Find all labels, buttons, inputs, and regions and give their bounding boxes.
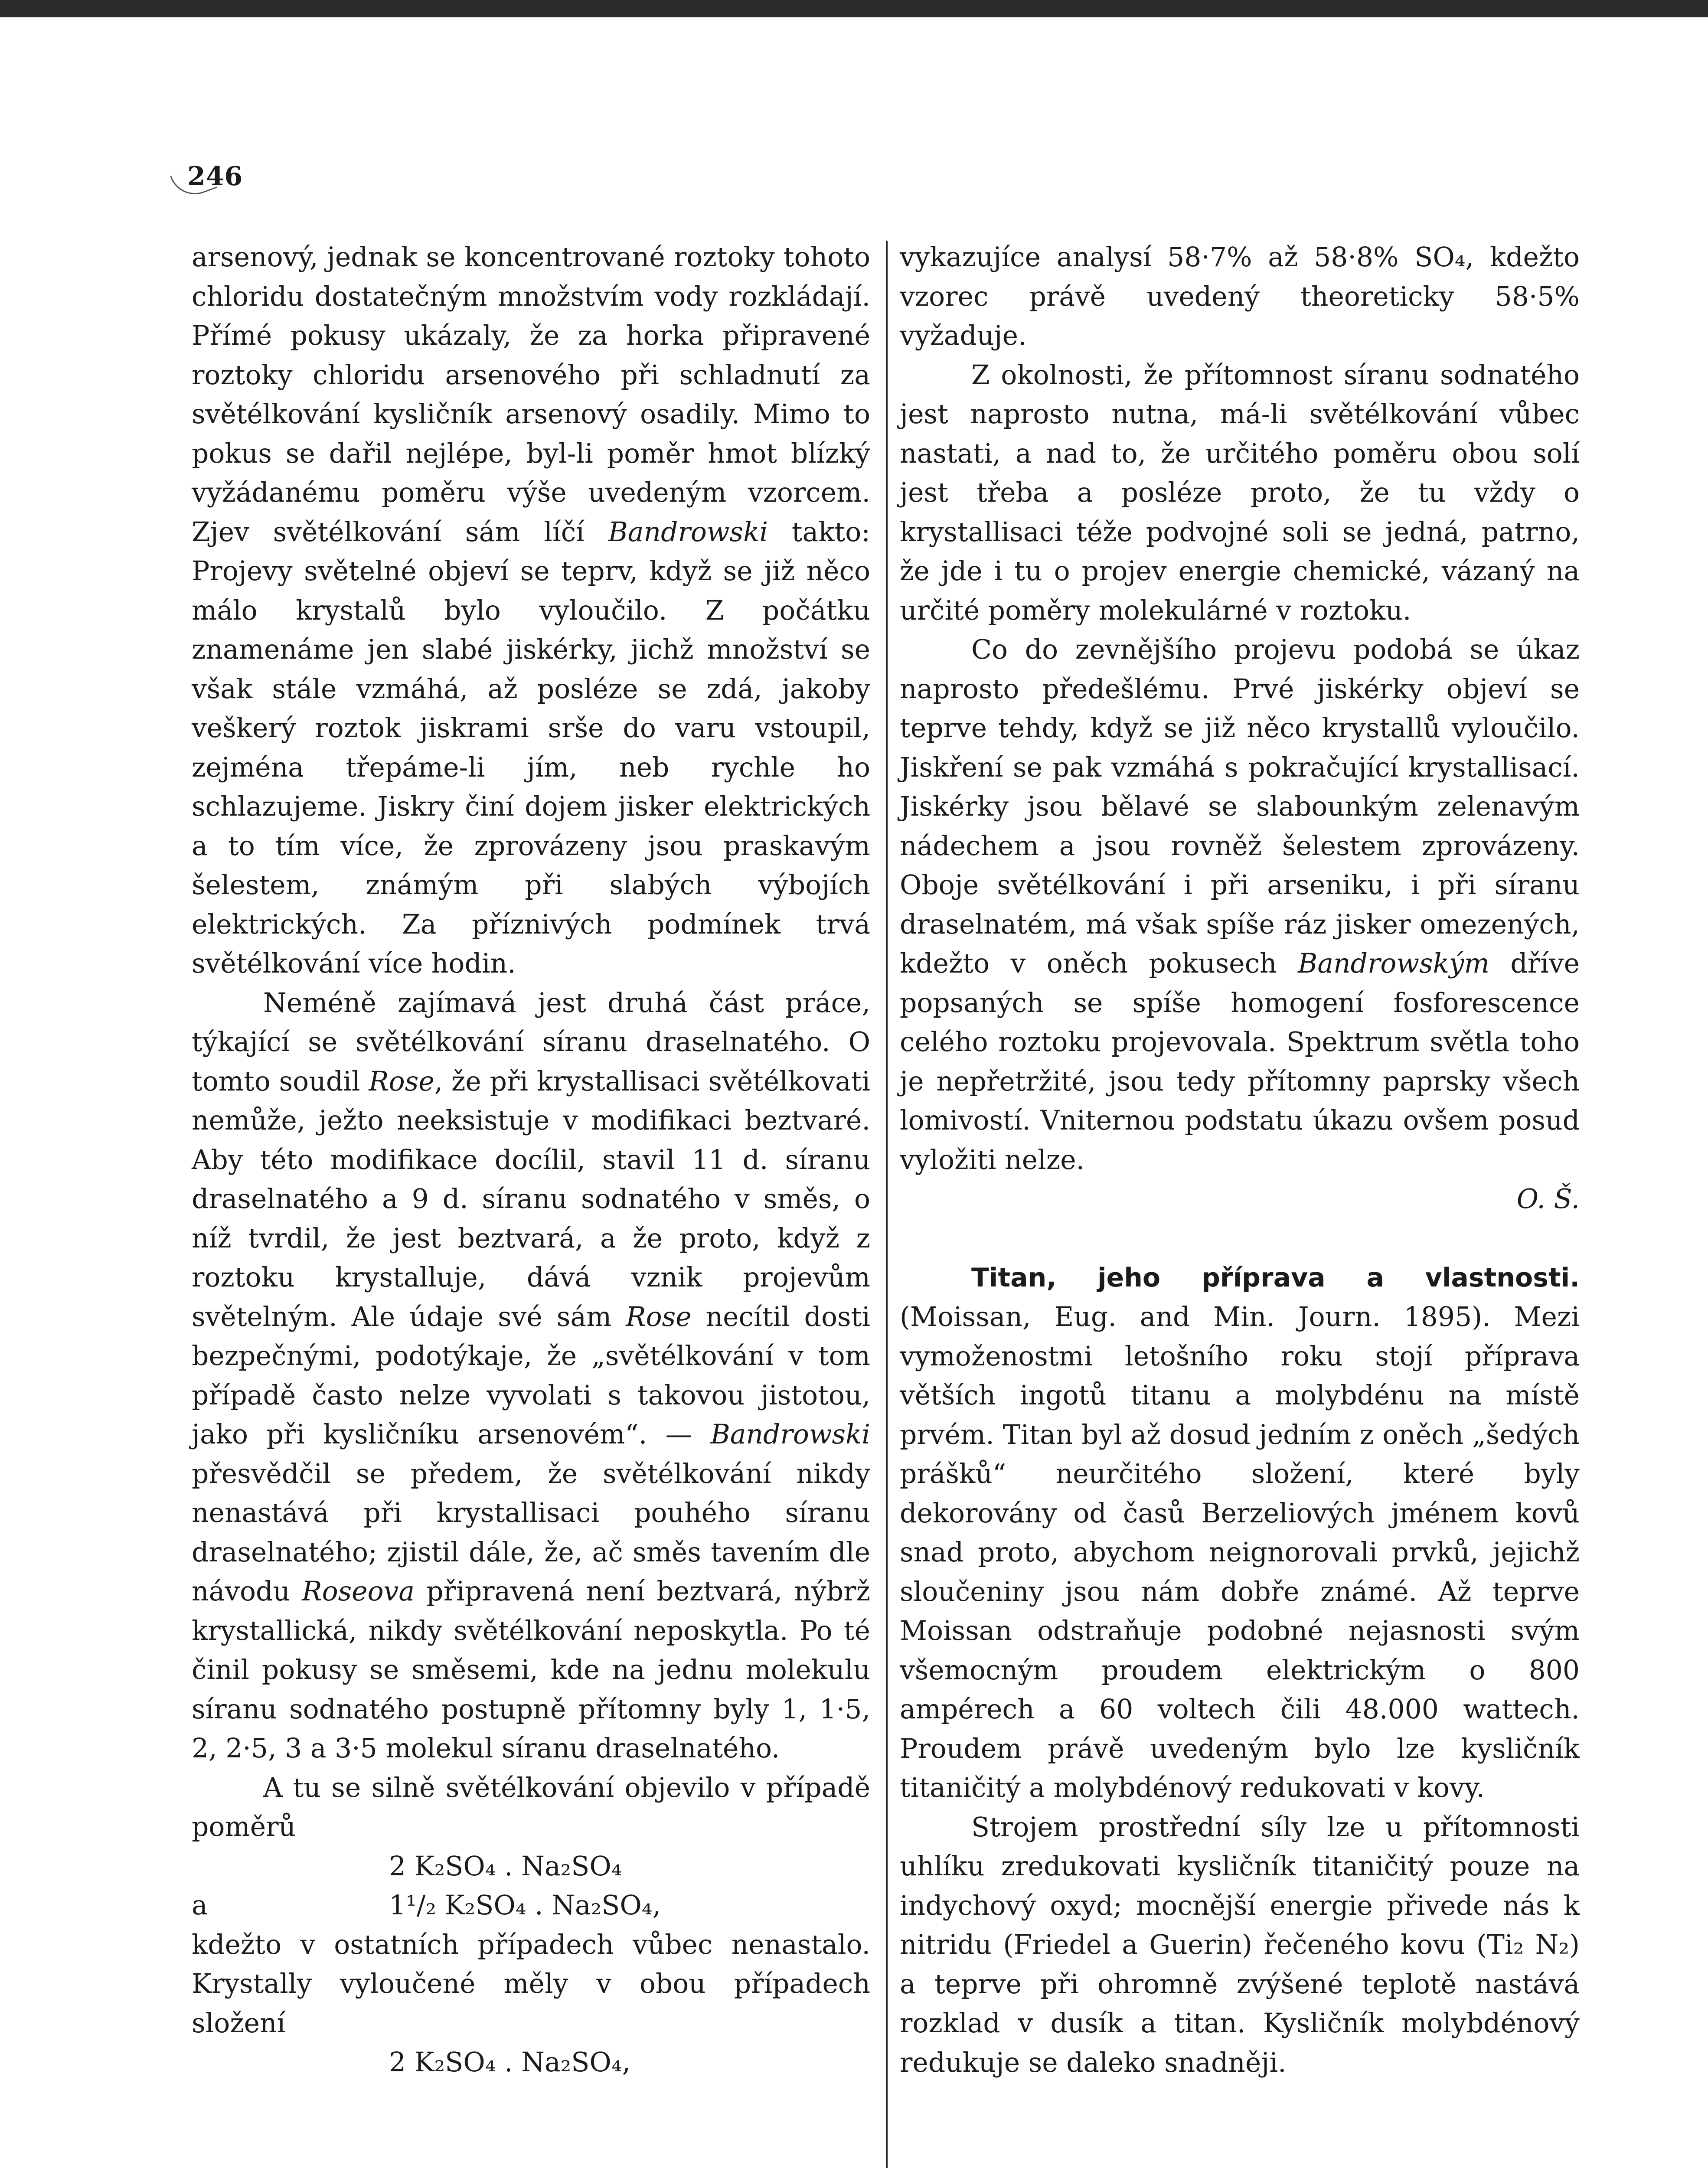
column-divider — [886, 241, 888, 2168]
section-title: Titan, jeho příprava a vlastnosti. — [971, 1262, 1580, 1293]
author-name: Bandrowski — [710, 1419, 870, 1450]
right-paragraph-3: Co do zevnějšího projevu podobá se úkaz naprosto předešlému. Prvé jiskérky objeví se teprve tehdy, když se již něco krystallů vyloučilo. Jiskření se pak vzmáhá s pokračující krystallisací. Jiskérky jsou bělavé se slabounkým zelenavým nádechem a jsou rovněž šelestem zprovázeny. Oboje světélkování i při arseniku, i při síranu draselnatém, má však spíše ráz jisker omezených, kdežto v oněch pokusech Bandrowským dříve popsaných se spíše homogení fosforescence celého roztoku projevovala. Spektrum světla toho je nepřetržité, jsou tedy přítomny paprsky všech lomivostí. Vniternou podstatu úkazu ovšem posud vyložiti nelze. O. Š. — [900, 630, 1580, 1219]
scan-top-edge — [0, 0, 1708, 17]
author-signature: O. Š. — [1516, 1183, 1580, 1215]
author-name: Rose — [369, 1065, 434, 1097]
right-paragraph-2: Z okolnosti, že přítomnost síranu sodnatého jest naprosto nutna, má-li světélkování vůbec nastati, a nad to, že určitého poměru obou solí jest třeba a posléze proto, že tu vždy o krystallisaci téže podvojné soli se jedná, patrno, že jde i tu o projev energie chemické, vázaný na určité poměry molekulárné v roztoku. — [900, 359, 1580, 626]
left-paragraph-4: kdežto v ostatních případech vůbec nenastalo. Krystally vyloučené měly v obou případech složení — [192, 1929, 870, 2039]
formula-3: 2 K₂SO₄ . Na₂SO₄, — [389, 2047, 631, 2078]
author-name: Rose — [626, 1301, 692, 1332]
formula-2: a 1¹/₂ K₂SO₄ . Na₂SO₄, — [192, 1890, 661, 1921]
right-column — [900, 238, 1580, 2082]
formula-1: 2 K₂SO₄ . Na₂SO₄ — [389, 1850, 622, 1882]
right-paragraph-5: Strojem prostřední síly lze u přítomnosti uhlíku zredukovati kysličník titaničitý pouze na indychový oxyd; mocnější energie přivede nás k nitridu (Friedel a Guerin) řečeného kovu (Ti₂ N₂) a teprve při ohromně zvýšené teplotě nastává rozklad v dusík a titan. Kysličník molybdénový redukuje se daleko snadněji. — [900, 1811, 1580, 2078]
titan-article: Titan, jeho příprava a vlastnosti. (Moissan, Eug. and Min. Journ. 1895). Mezi vymoženostmi letošního roku stojí příprava větších ingotů titanu a molybdénu na místě prvém. Titan byl až dosud jedním z oněch „šedých prášků“ neurčitého složení, které byly dekorovány od časů Berzeliových jménem kovů snad proto, abychom neignorovali prvků, jejichž sloučeniny jsou nám dobře známé. Až teprve Moissan odstraňuje podobné nejasnosti svým všemocným proudem elektrickým o 800 ampérech a 60 voltech čili 48.000 wattech. Proudem právě uvedeným bylo lze kysličník titaničitý a molybdénový redukovati v kovy. — [900, 1262, 1580, 1803]
left-paragraph-3: A tu se silně světélkování objevilo v případě poměrů — [192, 1772, 870, 1842]
left-paragraph-2: Neméně zajímavá jest druhá část práce, týkající se světélkování síranu draselnatého. O tomto soudil Rose, že při krystallisaci světélkovati nemůže, ježto neeksistuje v modifikaci beztvaré. Aby této modifikace docílil, stavil 11 d. síranu draselnatého a 9 d. síranu sodnatého v směs, o níž tvrdil, že jest beztvará, a že proto, když z roztoku krystalluje, dává vznik projevům světelným. Ale údaje své sám Rose necítil dosti bezpečnými, podotýkaje, že „světélkování v tom případě často nelze vyvolati s takovou jistotou, jako při kysličníku arsenovém“. — Bandrowski přesvědčil se předem, že světélkování nikdy nenastává při krystallisaci pouhého síranu draselnatého; zjistil dále, že, ač směs tavením dle návodu Roseova připravená není beztvará, nýbrž krystallická, nikdy světélkování neposkytla. Po té činil pokusy se směsemi, kde na jednu molekulu síranu sodnatého postupně přítomny byly 1, 1·5, 2, 2·5, 3 a 3·5 molekul síranu draselnatého. — [192, 987, 870, 1764]
right-paragraph-1: vykazujíce analysí 58·7% až 58·8% SO₄, kdežto vzorec právě uvedený theoreticky 58·5% vyžaduje. — [900, 242, 1580, 351]
author-name: Bandrowski — [608, 516, 768, 548]
left-column — [192, 238, 870, 2082]
author-name: Roseova — [302, 1576, 415, 1607]
author-name: Bandrowským — [1298, 948, 1489, 979]
page-number: 246 — [187, 161, 243, 192]
left-paragraph-1: arsenový, jednak se koncentrované roztoky tohoto chloridu dostatečným množstvím vody rozkládají. Přímé pokusy ukázaly, že za horka připravené roztoky chloridu arsenového při schladnutí za světélkování kysličník arsenový osadily. Mimo to pokus se dařil nejlépe, byl-li poměr hmot blízký vyžádanému poměru výše uvedeným vzorcem. Zjev světélkování sám líčí Bandrowski takto: Projevy světelné objeví se teprv, když se již něco málo krystalů bylo vyloučilo. Z počátku znamenáme jen slabé jiskérky, jichž množství se však stále vzmáhá, až posléze se zdá, jakoby veškerý roztok jiskrami srše do varu vstoupil, zejména třepáme-li jím, neb rychle ho schlazujeme. Jiskry činí dojem jisker elektrických a to tím více, že zprovázeny jsou praskavým šelestem, známým při slabých výbojích elektrických. Za příznivých podmínek trvá světélkování více hodin. — [192, 242, 870, 979]
